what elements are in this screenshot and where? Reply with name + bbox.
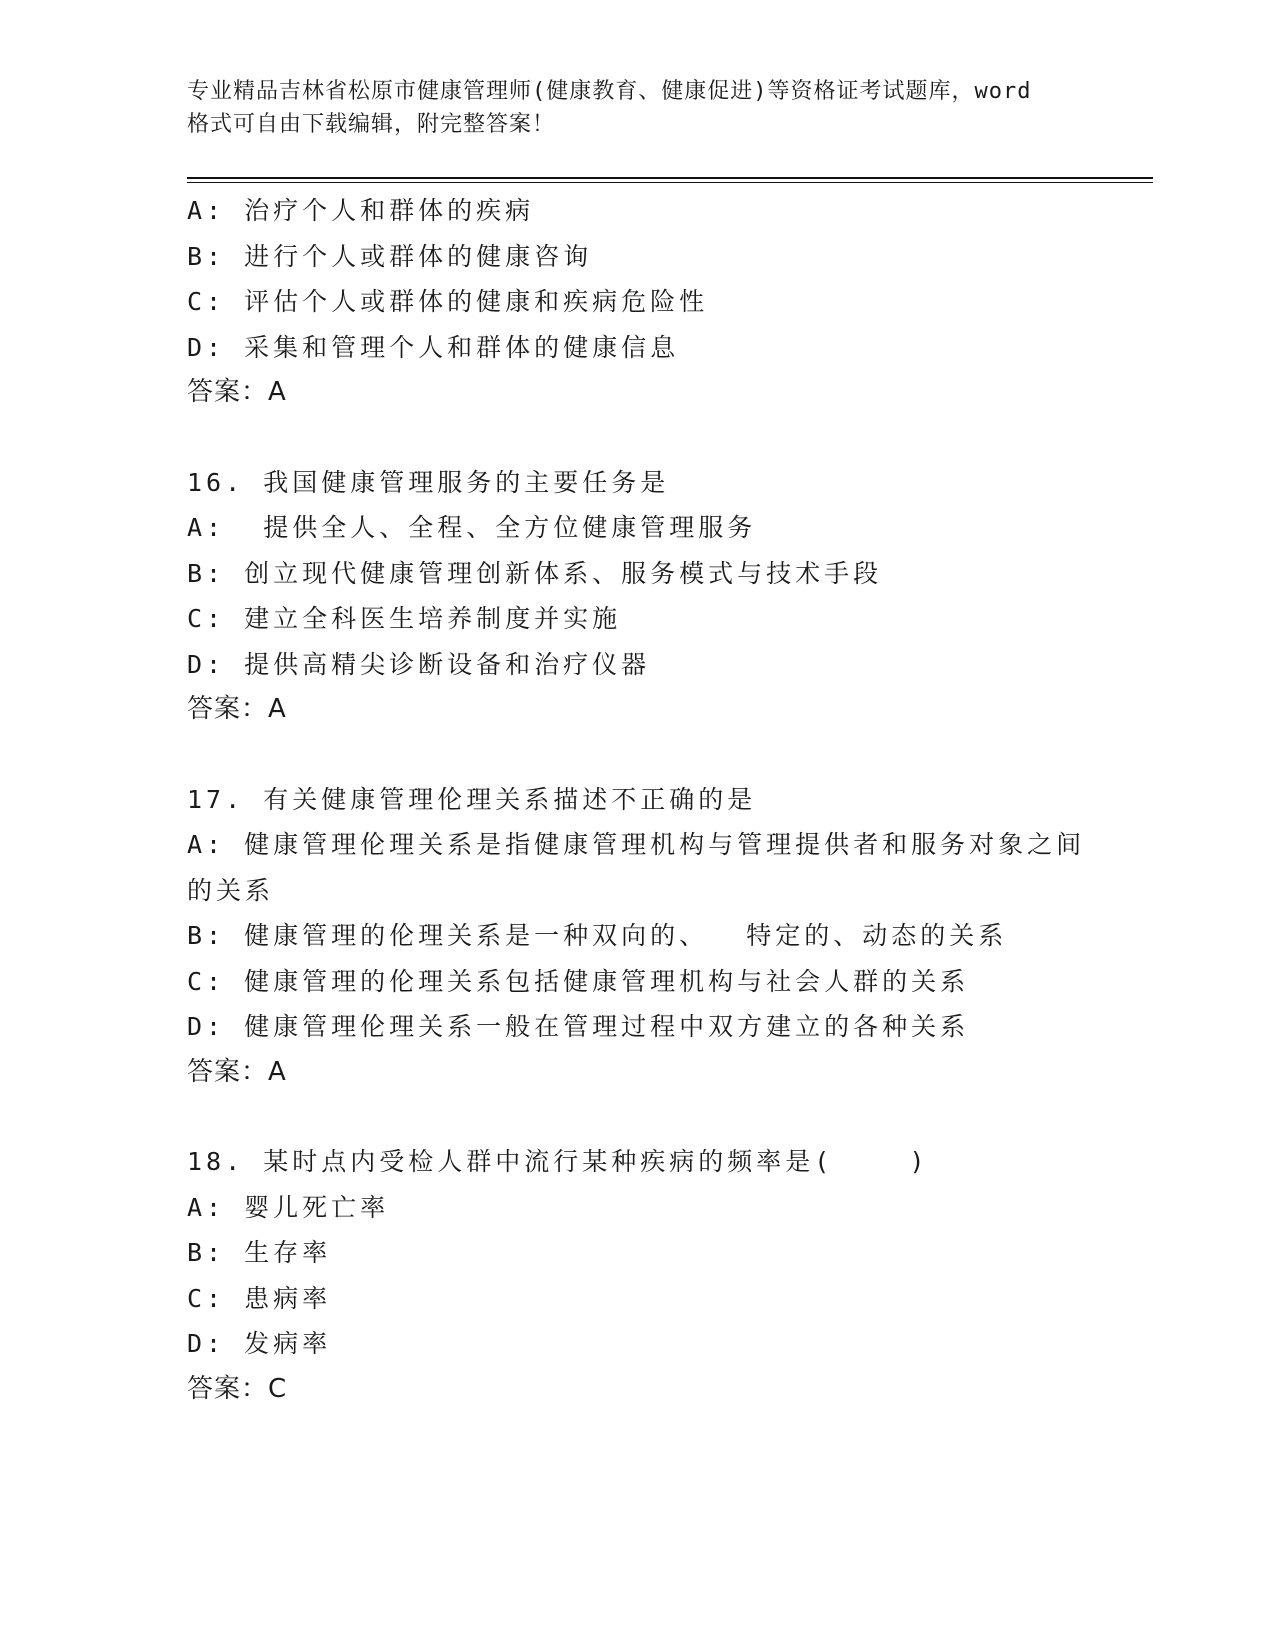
option-a: A: 婴儿死亡率 xyxy=(187,1192,390,1222)
option-a: A: 提供全人、全程、全方位健康管理服务 xyxy=(187,513,757,542)
header-divider-thin xyxy=(187,182,1153,183)
answer-line: 答案：A xyxy=(187,377,287,407)
option-c: C: 患病率 xyxy=(187,1283,332,1313)
question-text: 16. 我国健康管理服务的主要任务是 xyxy=(187,467,670,497)
option-b: B: 进行个人或群体的健康咨询 xyxy=(187,241,593,271)
question-16-block xyxy=(187,460,1087,733)
option-b: B: 生存率 xyxy=(187,1238,332,1267)
question-17-block xyxy=(187,777,1087,1096)
document-header xyxy=(187,75,1087,141)
option-d: D: 采集和管理个人和群体的健康信息 xyxy=(187,332,680,362)
option-c: C: 建立全科医生培养制度并实施 xyxy=(187,604,622,633)
answer-line: 答案：A xyxy=(187,694,287,724)
option-c: C: 健康管理的伦理关系包括健康管理机构与社会人群的关系 xyxy=(187,966,970,996)
question-18-block xyxy=(187,1139,1087,1412)
option-c: C: 评估个人或群体的健康和疾病危险性 xyxy=(187,287,709,316)
question-15-block xyxy=(187,188,1087,416)
option-a-line-1: A: 健康管理伦理关系是指健康管理机构与管理提供者和服务对象之间 xyxy=(187,830,1086,859)
header-line-2: 格式可自由下载编辑，附完整答案！ xyxy=(187,112,556,137)
question-list xyxy=(187,188,1087,1412)
option-d: D: 健康管理伦理关系一般在管理过程中双方建立的各种关系 xyxy=(187,1012,970,1041)
option-b: B: 健康管理的伦理关系是一种双向的、 特定的、动态的关系 xyxy=(187,921,1008,950)
option-d: D: 发病率 xyxy=(187,1329,332,1358)
answer-line: 答案：A xyxy=(187,1056,287,1087)
question-text: 17. 有关健康管理伦理关系描述不正确的是 xyxy=(187,784,757,814)
question-text: 18. 某时点内受检人群中流行某种疾病的频率是( ) xyxy=(187,1147,929,1176)
header-line-1: 专业精品吉林省松原市健康管理师(健康教育、健康促进)等资格证考试题库，word xyxy=(187,79,1032,104)
option-d: D: 提供高精尖诊断设备和治疗仪器 xyxy=(187,649,651,679)
option-a-line-2: 的关系 xyxy=(187,875,275,905)
option-b: B: 创立现代健康管理创新体系、服务模式与技术手段 xyxy=(187,558,883,588)
header-divider-thick xyxy=(187,177,1153,179)
option-a: A: 治疗个人和群体的疾病 xyxy=(187,196,535,225)
answer-line: 答案：C xyxy=(187,1373,288,1404)
